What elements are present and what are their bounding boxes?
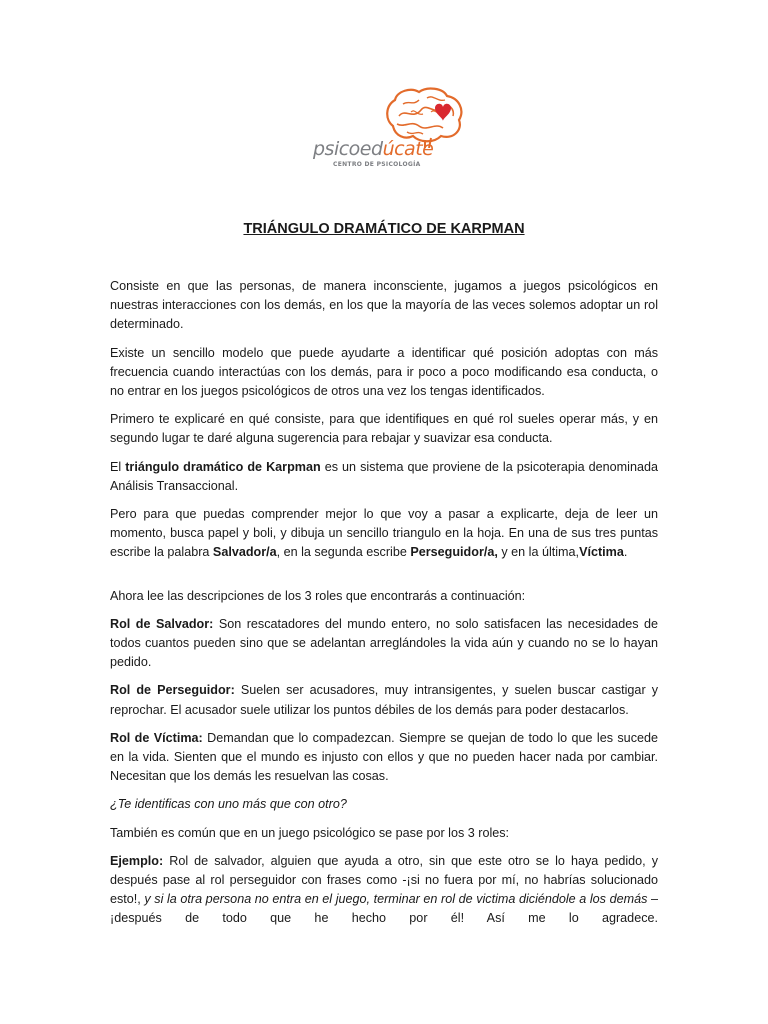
paragraph-intro: Consiste en que las personas, de manera inconsciente, jugamos a juegos psicológicos en nuestras interacciones con los demás, en los que la mayoría de las veces solemos adoptar un rol determinado. <box>110 279 658 332</box>
paragraph-three-roles: También es común que en un juego psicológico se pase por los 3 roles: <box>110 825 510 840</box>
paragraph-karpman: El triángulo dramático de Karpman es un sistema que proviene de la psicoterapia denominada Análisis Transaccional. <box>110 459 658 493</box>
paragraph-rol-perseguidor: Rol de Perseguidor: Suelen ser acusadores, muy intransigentes, y suelen buscar castigar y reprochar. El acusador suele utilizar los puntos débiles de los demás para poder destacarlos. <box>110 683 658 717</box>
paragraph-model: Existe un sencillo modelo que puede ayudarte a identificar qué posición adoptas con más frecuencia cuando interactúas con los demás, para ir poco a poco modificando esa conducta, o no entrar en los juegos psicológicos de otros una vez los tengas identificados. <box>110 345 658 399</box>
paragraph-rol-victima: Rol de Víctima: Demandan que lo compadezcan. Siempre se quejan de todo lo que les sucede en la vida. Sienten que el mundo es injusto con ellos y que no pueden hacer nada por cambiar. Necesitan que los demás les resuelvan las cosas. <box>110 730 658 784</box>
document-title: TRIÁNGULO DRAMÁTICO DE KARPMAN <box>243 221 525 237</box>
paragraph-exercise: Pero para que puedas comprender mejor lo que voy a pasar a explicarte, deja de leer un momento, busca papel y boli, y dibuja un sencillo triangulo en la hoja. En una de sus tres puntas escribe la palabra Salvador/a, en la segunda escribe Perseguidor/a, y en la última,Víctima. <box>110 507 658 560</box>
psicoeducate-logo <box>305 84 470 174</box>
paragraph-roles-intro: Ahora lee las descripciones de los 3 roles que encontrarás a continuación: <box>110 588 526 603</box>
paragraph-plan: Primero te explicaré en qué consiste, para que identifiques en qué rol sueles operar más, y en segundo lugar te daré alguna sugerencia para rebajar y suavizar esa conducta. <box>110 412 658 446</box>
logo-brand-name: psicoedúcate <box>313 138 434 160</box>
document-body <box>110 277 658 938</box>
paragraph-rol-salvador: Rol de Salvador: Son rescatadores del mundo entero, no solo satisfacen las necesidades de todos cuantos pueden sino que se adelantan arreglándoles la vida aún y cuando no se lo hayan pedido. <box>110 616 659 670</box>
paragraph-ejemplo: Ejemplo: Rol de salvador, alguien que ayuda a otro, sin que este otro se lo haya pedido, y después pase al rol perseguidor con frases como -¡si no fuera por mí, no habrías solucionado esto!, y si la otra persona no entra en el juego, terminar en rol de victima diciéndole a los demás –¡después de todo que he hecho por él! Así me lo agradece. <box>110 853 658 926</box>
paragraph-question: ¿Te identificas con uno más que con otro? <box>110 797 347 812</box>
logo-tagline: CENTRO DE PSICOLOGÍA <box>333 161 421 168</box>
